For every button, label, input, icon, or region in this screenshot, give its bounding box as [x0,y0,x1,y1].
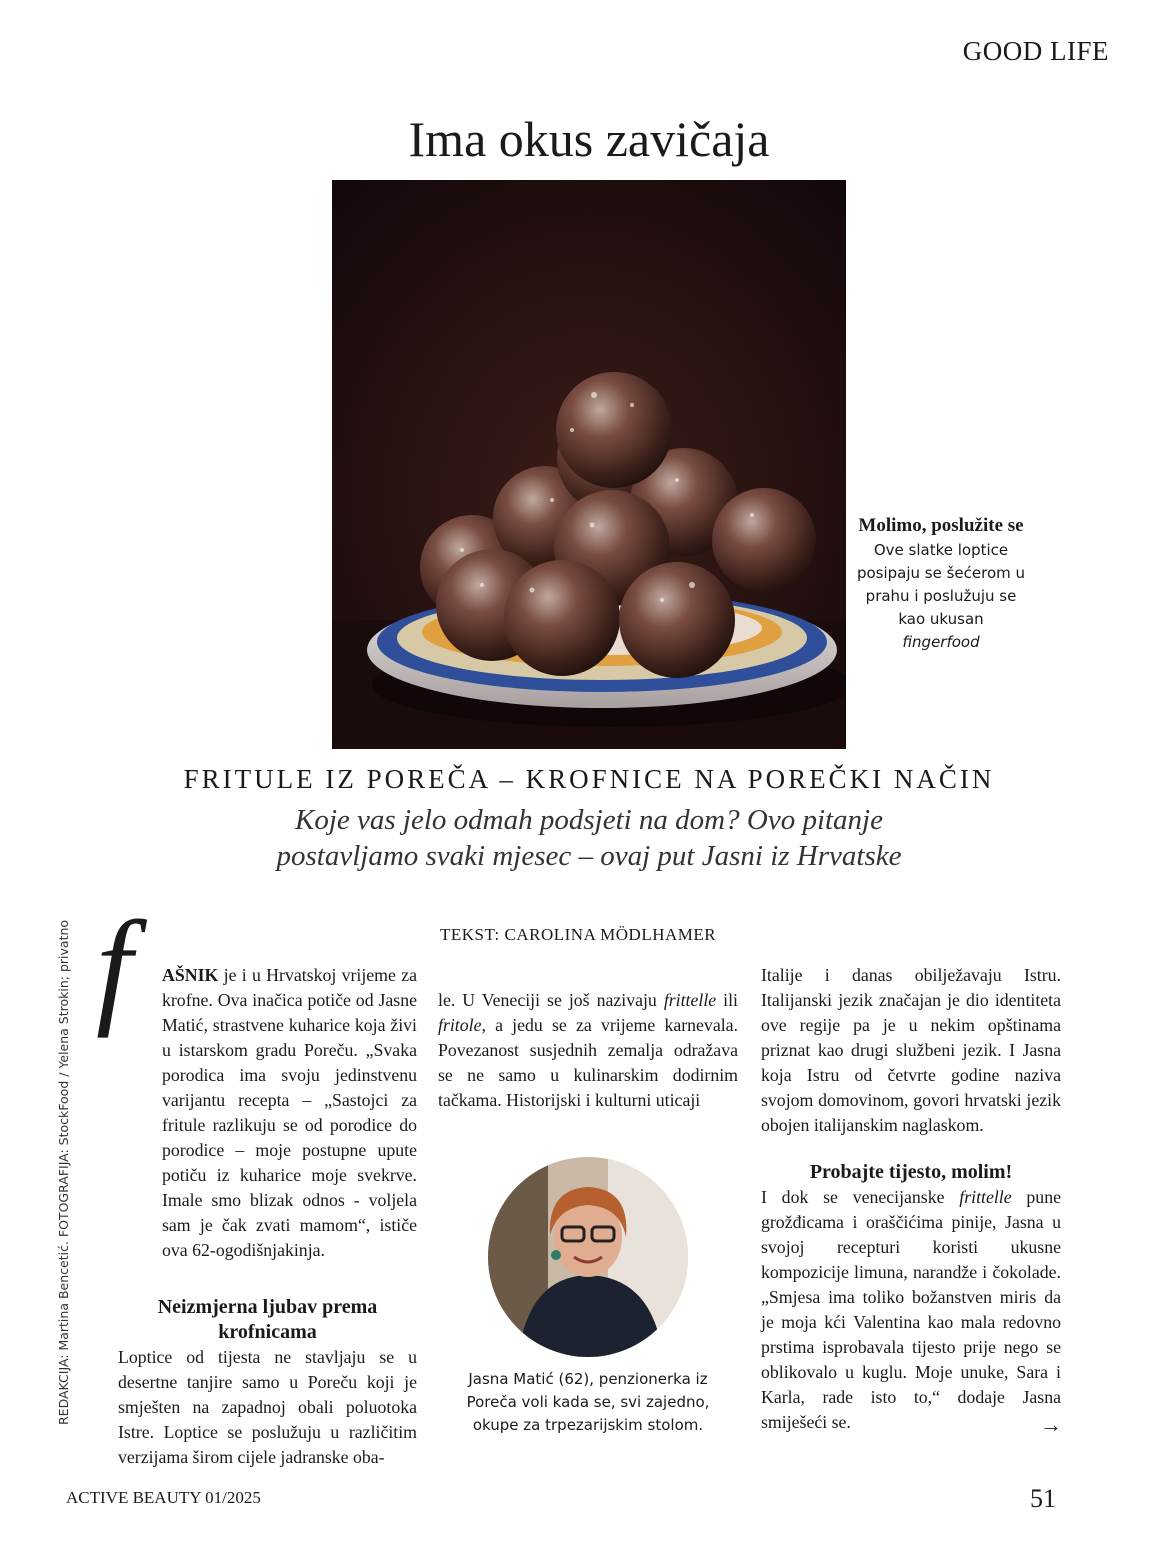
paragraph-2: Loptice od tijesta ne stavljaju se u desertne tanjire samo u Poreču koji je smješten na zapadnoj obali poluotoka Istre. Loptice se poslužuju u različitim verzijama širom cijele jadranske oba- [118,1347,417,1467]
article-lead: Koje vas jelo odmah podsjeti na dom? Ovo pitanje postavljamo svaki mjesec – ovaj put Jasni iz Hrvatske [276,804,902,872]
col3-text-b: pune grožđicama i oraščićima pinije, Jasna u svojoj recepturi koristi ukusne kompozicije limuna, narandže i čokolade. „Smjesa ima toliko božanstven miris da je moja kći Valentina kao mala redovno prstima isprobavala tijesto prije nego se oblikovalo u kuglu. Moje unuke, Sara i Karla, rade isto to,“ dodaje Jasna smiješeći se. [761,1187,1061,1432]
hero-caption-title: Molimo, poslužite se [858,515,1024,536]
hero-caption-italic: fingerfood [902,633,980,651]
portrait-caption: Jasna Matić (62), penzionerka iz Poreča voli kada se, svi zajedno, okupe za trpezarijskim stolom. [466,1370,710,1434]
portrait-image [488,1157,688,1357]
paragraph-5 [761,1185,1061,1435]
paragraph-intro [118,963,417,1263]
credit-text: REDAKCIJA: Martina Bencetić. FOTOGRAFIJA: StockFood / Yelena Strokin; privatno [56,919,71,1425]
hero-caption [852,514,1030,654]
drop-cap: f [96,895,133,1039]
col2-text-a: le. U Veneciji se još nazivaju [438,990,657,1010]
page-title: Ima okus zavičaja [408,111,770,167]
col3-italic: frittelle [959,1187,1012,1207]
portrait-photo [488,1157,688,1357]
subhead-2: Probajte tijesto, molim! [809,1161,1013,1183]
col2-italic-2: fritole [438,1015,482,1035]
column-3 [761,963,1061,1435]
photo-credits [56,919,78,1440]
col2-italic-1: frittelle [663,990,717,1010]
byline: TEKST: CAROLINA MÖDLHAMER [440,925,717,944]
hero-photo [332,180,846,749]
page-number: 51 [1030,1484,1056,1513]
subhead-1: Neizmjerna ljubav prema krofnicama [157,1296,378,1343]
section-label: GOOD LIFE [962,36,1109,66]
col2-text-b: ili [723,990,738,1010]
paragraph-4: Italije i danas obilježavaju Istru. Italijanski jezik značajan je dio identiteta ove regije pa je u nekim opštinama priznat kao drugi službeni jezik. I Jasna koja Istru od četvrte godine naziva svojom domovinom, govori hrvatski jezik obojen italijanskim naglaskom. [761,965,1061,1135]
article-subtitle: FRITULE IZ POREČA – KROFNICE NA POREČKI NAČIN [183,764,995,794]
col2-text-c: , a jedu se za vrijeme karnevala. Povezanost susjednih zemalja odražava se ne samo u kulinarskim dodirnim tačkama. Historijski i kulturni uticaji [438,1015,738,1110]
paragraph-3 [438,988,738,1113]
paragraph-intro-text: je i u Hrvatskoj vrijeme za krofne. Ova inačica potiče od Jasne Matić, strastvene kuharice koja živi u istarskom gradu Poreču. „Svaka porodica ima svoju jedinstvenu varijantu recepta – „Sastojci za fritule razlikuju se od porodice do porodice – moje postupne upute potiču iz kuharice moje svekrve. Imale smo blizak odnos - voljela sam je čak zvati mamom“, ističe ova 62-ogodišnjakinja. [162,965,417,1260]
lead-word: AŠNIK [162,965,219,985]
chocolate-balls-image [332,180,846,749]
hero-caption-body [852,539,1030,654]
col3-text-a: I dok se venecijanske [761,1187,945,1207]
magazine-issue: ACTIVE BEAUTY 01/2025 [66,1488,261,1507]
column-2 [438,988,738,1113]
hero-caption-text: Ove slatke loptice posipaju se šećerom u prahu i poslužuju se kao ukusan [856,541,1026,628]
continue-arrow-icon: → [1040,1412,1062,1437]
column-1 [118,963,417,1470]
